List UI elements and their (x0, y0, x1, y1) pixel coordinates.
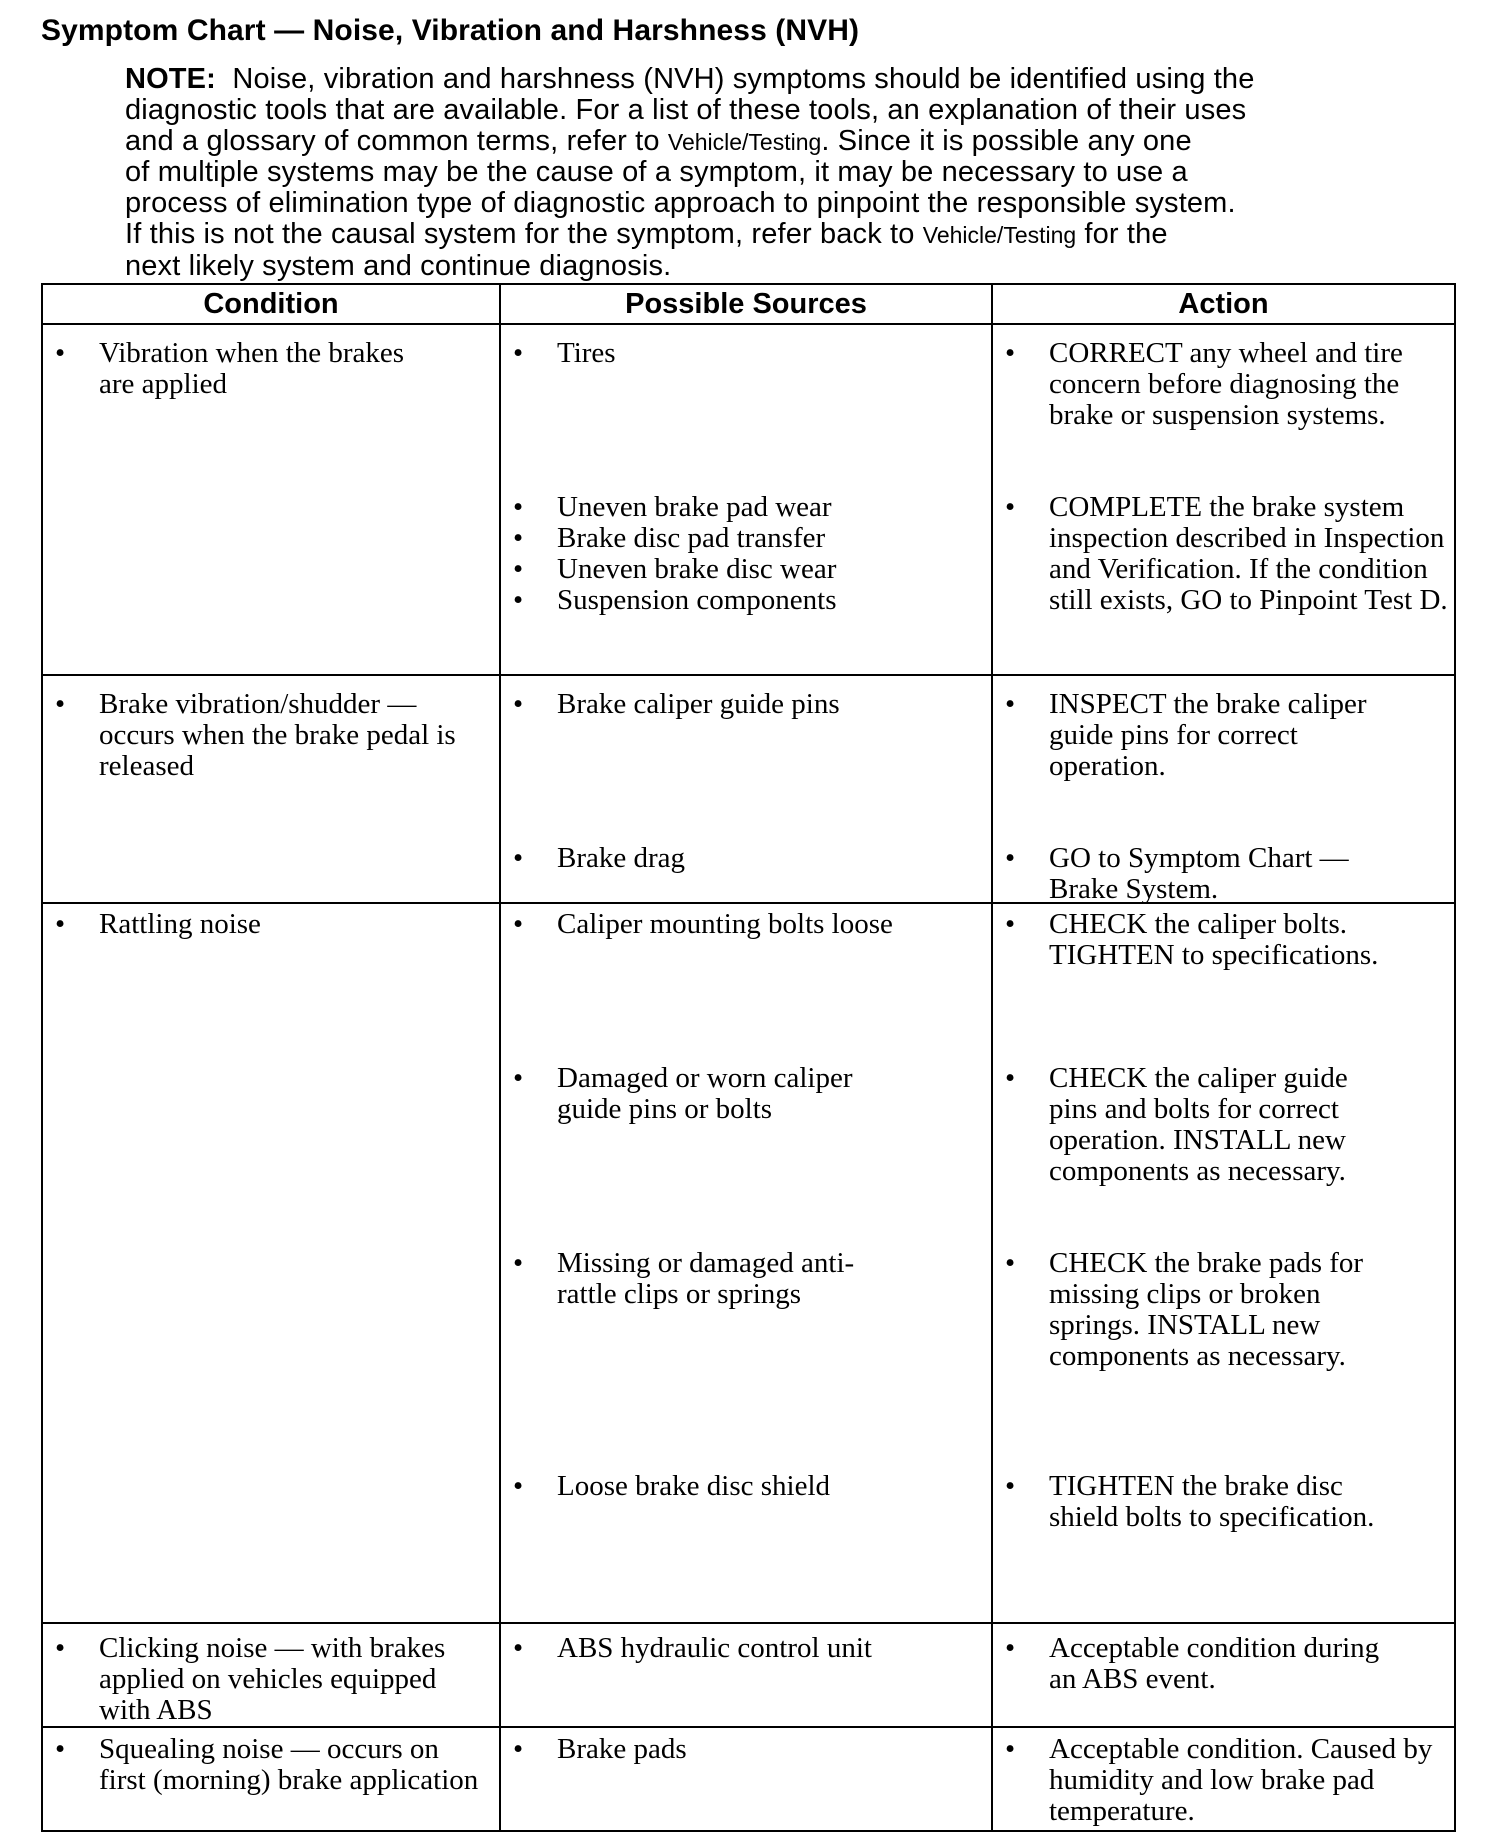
note-label: NOTE: (125, 63, 216, 95)
table-row (42, 324, 1455, 675)
condition-cell (42, 324, 500, 675)
sources-cell (500, 903, 992, 1623)
page-title: Symptom Chart — Noise, Vibration and Harshness (NVH) (41, 14, 860, 47)
bullet-icon: • (513, 1247, 524, 1279)
bullet-icon: • (513, 1470, 524, 1502)
bullet-icon: • (513, 522, 524, 554)
list-item: • Vibration when the brakes are applied (55, 337, 405, 400)
list-item: • Brake disc pad transfer (513, 522, 826, 554)
condition-cell (42, 1623, 500, 1727)
list-item: • CORRECT any wheel and tire concern before diagnosing the brake or suspension systems. (1005, 337, 1403, 431)
list-item: • Caliper mounting bolts loose (513, 908, 893, 940)
list-item: • ABS hydraulic control unit (513, 1632, 872, 1664)
condition-cell (42, 675, 500, 903)
bullet-icon: • (55, 908, 66, 940)
bullet-icon: • (513, 688, 524, 720)
bullet-icon: • (1005, 908, 1016, 940)
table-row (42, 1623, 1455, 1727)
table-row (42, 1727, 1455, 1831)
table-row (42, 675, 1455, 903)
note-line: of multiple systems may be the cause of a symptom, it may be necessary to use a (125, 156, 1188, 189)
list-item: • Brake caliper guide pins (513, 688, 840, 720)
bullet-icon: • (513, 1733, 524, 1765)
list-item: • TIGHTEN the brake disc shield bolts to specification. (1005, 1470, 1375, 1533)
list-item: • Uneven brake pad wear (513, 491, 832, 523)
bullet-icon: • (1005, 688, 1016, 720)
list-item: • Loose brake disc shield (513, 1470, 831, 1502)
list-item: • Acceptable condition during an ABS event. (1005, 1632, 1380, 1695)
sources-cell (500, 1727, 992, 1831)
list-item: • Damaged or worn caliper guide pins or bolts (513, 1062, 853, 1125)
action-cell (992, 903, 1455, 1623)
list-item: • COMPLETE the brake system inspection described in Inspection and Verification. If the condition still exists, GO to Pinpoint Test D. (1005, 491, 1448, 616)
note-line: diagnostic tools that are available. For a list of these tools, an explanation of their uses (125, 93, 1247, 126)
list-item: • Clicking noise — with brakes applied on vehicles equipped with ABS (55, 1632, 446, 1726)
bullet-icon: • (513, 553, 524, 585)
bullet-icon: • (513, 491, 524, 523)
list-item: • GO to Symptom Chart — Brake System. (1005, 842, 1349, 905)
action-cell (992, 1623, 1455, 1727)
bullet-icon: • (55, 1733, 66, 1765)
note-line: NOTE: Noise, vibration and harshness (NVH) symptoms should be identified using the (125, 63, 1255, 95)
action-cell (992, 324, 1455, 675)
bullet-icon: • (1005, 1733, 1016, 1765)
bullet-icon: • (513, 337, 524, 369)
sources-cell (500, 675, 992, 903)
list-item: • Brake pads (513, 1733, 687, 1765)
list-item: • Missing or damaged anti-rattle clips or springs (513, 1247, 855, 1310)
bullet-icon: • (55, 1632, 66, 1664)
list-item: • Tires (513, 337, 616, 369)
table-row (42, 903, 1455, 1623)
list-item: • CHECK the caliper bolts. TIGHTEN to specifications. (1005, 908, 1379, 971)
sources-cell (500, 324, 992, 675)
list-item: • Brake vibration/shudder — occurs when the brake pedal is released (55, 688, 456, 782)
header-condition: Condition (42, 284, 500, 324)
note-line: next likely system and continue diagnosis. (125, 249, 672, 282)
bullet-icon: • (55, 688, 66, 720)
bullet-icon: • (55, 337, 66, 369)
bullet-icon: • (1005, 1062, 1016, 1094)
note-line: If this is not the causal system for the symptom, refer back to Vehicle/Testing for the (125, 217, 1168, 250)
list-item: • Acceptable condition. Caused by humidity and low brake pad temperature. (1005, 1733, 1433, 1827)
symptom-table (41, 283, 1456, 1832)
bullet-icon: • (1005, 491, 1016, 523)
bullet-icon: • (513, 842, 524, 874)
bullet-icon: • (513, 584, 524, 616)
bullet-icon: • (1005, 1247, 1016, 1279)
bullet-icon: • (1005, 1470, 1016, 1502)
list-item: • CHECK the brake pads for missing clips or broken springs. INSTALL new components as necessary. (1005, 1247, 1364, 1372)
condition-cell (42, 1727, 500, 1831)
header-possible-sources: Possible Sources (500, 284, 992, 324)
bullet-icon: • (1005, 842, 1016, 874)
note-block (125, 64, 1375, 282)
reference-vehicle-testing: Vehicle/Testing (667, 128, 822, 155)
action-cell (992, 1727, 1455, 1831)
table-header-row (42, 284, 1455, 324)
note-line: process of elimination type of diagnostic approach to pinpoint the responsible system. (125, 187, 1236, 220)
bullet-icon: • (1005, 1632, 1016, 1664)
reference-vehicle-testing: Vehicle/Testing (922, 221, 1077, 248)
list-item: • Brake drag (513, 842, 686, 874)
header-action: Action (992, 284, 1455, 324)
bullet-icon: • (1005, 337, 1016, 369)
condition-cell (42, 903, 500, 1623)
action-cell (992, 675, 1455, 903)
list-item: • Suspension components (513, 584, 837, 616)
list-item: • CHECK the caliper guide pins and bolts for correct operation. INSTALL new components as necessary. (1005, 1062, 1348, 1187)
sources-cell (500, 1623, 992, 1727)
note-line: and a glossary of common terms, refer to Vehicle/Testing. Since it is possible any one (125, 124, 1192, 157)
bullet-icon: • (513, 1062, 524, 1094)
bullet-icon: • (513, 1632, 524, 1664)
list-item: • Uneven brake disc wear (513, 553, 837, 585)
bullet-icon: • (513, 908, 524, 940)
list-item: • Rattling noise (55, 908, 261, 940)
list-item: • Squealing noise — occurs on first (morning) brake application (55, 1733, 479, 1796)
list-item: • INSPECT the brake caliper guide pins for correct operation. (1005, 688, 1367, 782)
